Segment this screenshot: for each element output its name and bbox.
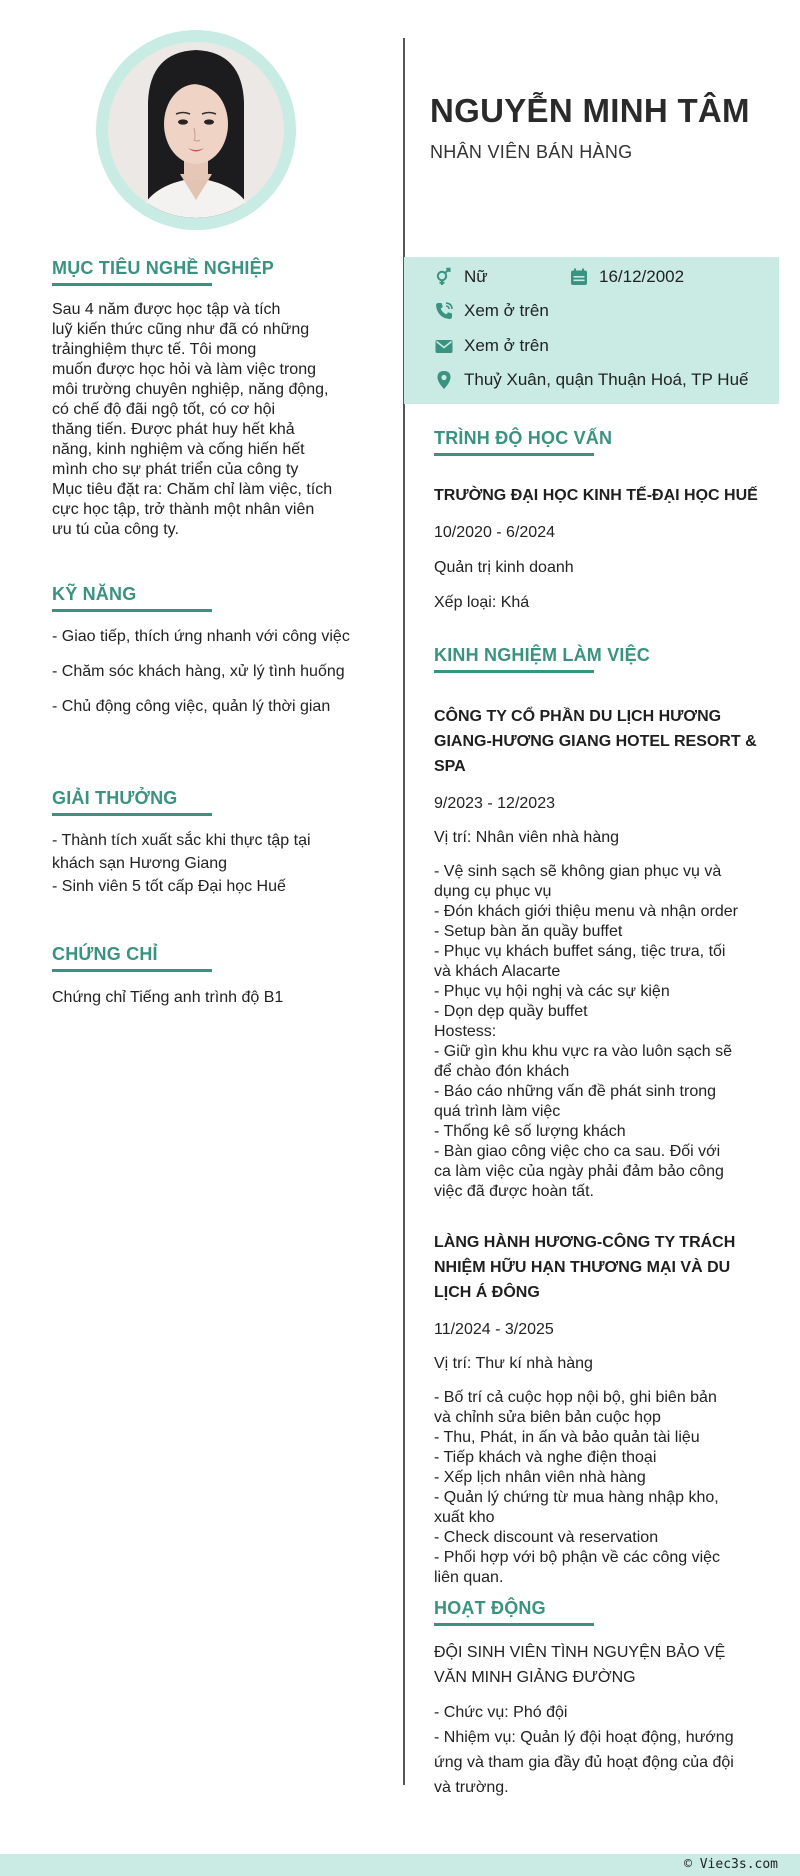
- email-value[interactable]: Xem ở trên: [464, 336, 549, 355]
- section-underline: [52, 609, 212, 612]
- education-title: TRÌNH ĐỘ HỌC VẤN: [434, 428, 613, 448]
- section-underline: [434, 1623, 594, 1626]
- map-pin-icon: [434, 370, 454, 390]
- job-entry: [434, 1230, 764, 1588]
- job-company: CÔNG TY CỔ PHẦN DU LỊCH HƯƠNG GIANG-HƯƠNG GIANG HOTEL RESORT & SPA: [434, 708, 757, 775]
- job-role: Vị trí: Nhân viên nhà hàng: [434, 829, 620, 846]
- job-duties: - Bố trí cả cuộc họp nội bộ, ghi biên bản và chỉnh sửa biên bản cuộc họp - Thu, Phát, in ấn và bảo quản tài liệu - Tiếp khách và nghe điện thoại - Xếp lịch nhân viên nhà hàng - Quản lý chứng từ mua hàng nhập kho, xuất kho - Check discount và reservation - Phối hợp với bộ phận về các công việc liên quan.: [434, 1389, 721, 1586]
- job-role: Vị trí: Thư kí nhà hàng: [434, 1355, 593, 1372]
- skill-item: - Chăm sóc khách hàng, xử lý tình huống: [52, 663, 345, 680]
- school-name: TRƯỜNG ĐẠI HỌC KINH TẾ-ĐẠI HỌC HUẾ: [434, 487, 758, 504]
- avatar: [108, 42, 284, 218]
- section-underline: [52, 813, 212, 816]
- skill-item: - Chủ động công việc, quản lý thời gian: [52, 698, 331, 715]
- awards-title: GIẢI THƯỞNG: [52, 788, 178, 808]
- experience-section: [434, 643, 764, 1588]
- education-period: 10/2020 - 6/2024: [434, 524, 555, 541]
- portrait-photo: [108, 42, 284, 218]
- experience-title: KINH NGHIỆM LÀM VIỆC: [434, 645, 651, 665]
- job-company: LÀNG HÀNH HƯƠNG-CÔNG TY TRÁCH NHIỆM HỮU HẠN THƯƠNG MẠI VÀ DU LỊCH Á ĐÔNG: [434, 1234, 736, 1301]
- section-underline: [434, 670, 594, 673]
- activities-title: HOẠT ĐỘNG: [434, 1598, 546, 1618]
- skills-title: KỸ NĂNG: [52, 584, 137, 604]
- section-underline: [52, 969, 212, 972]
- activity-organization: ĐỘI SINH VIÊN TÌNH NGUYỆN BẢO VỆ VĂN MINH GIẢNG ĐƯỜNG: [434, 1644, 726, 1686]
- contact-birthday: [569, 267, 684, 287]
- phone-icon: [434, 301, 454, 321]
- award-item: - Sinh viên 5 tốt cấp Đại học Huế: [52, 878, 286, 895]
- avatar-frame: [96, 30, 296, 230]
- job-period: 9/2023 - 12/2023: [434, 795, 555, 812]
- contact-phone: [434, 301, 549, 321]
- awards-section: [52, 786, 354, 898]
- address-value: Thuỷ Xuân, quận Thuận Hoá, TP Huế: [464, 370, 749, 389]
- watermark: © Viec3s.com: [684, 1857, 778, 1872]
- envelope-icon: [434, 336, 454, 356]
- birthday-value: 16/12/2002: [599, 267, 685, 286]
- skills-section: [52, 582, 354, 719]
- job-duties: - Vệ sinh sạch sẽ không gian phục vụ và dụng cụ phục vụ - Đón khách giới thiệu menu và nhận order - Setup bàn ăn quầy buffet - Phục vụ khách buffet sáng, tiệc trưa, tối và khách Alacarte - Phục vụ hội nghị và các sự kiện - Dọn dẹp quầy buffet Hostess: - Giữ gìn khu khu vực ra vào luôn sạch sẽ để chào đón khách - Báo cáo những vấn đề phát sinh trong quá trình làm việc - Thống kê số lượng khách - Bàn giao công việc cho ca sau. Đối với ca làm việc của ngày phải đảm bảo công việc đã được hoàn tất.: [434, 863, 738, 1200]
- activities-section: [434, 1596, 764, 1800]
- job-entry: [434, 704, 764, 1202]
- education-major: Quản trị kinh doanh: [434, 559, 574, 576]
- certificates-section: [52, 942, 354, 1009]
- job-period: 11/2024 - 3/2025: [434, 1321, 554, 1338]
- phone-value[interactable]: Xem ở trên: [464, 301, 549, 320]
- certificates-title: CHỨNG CHỈ: [52, 944, 158, 964]
- candidate-name: NGUYỄN MINH TÂM: [430, 92, 750, 129]
- section-underline: [434, 453, 594, 456]
- objective-section: [52, 256, 354, 540]
- education-section: [434, 426, 764, 613]
- gender-icon: [434, 267, 454, 287]
- contact-email: [434, 336, 549, 356]
- objective-title: MỤC TIÊU NGHỀ NGHIỆP: [52, 258, 275, 278]
- activity-details: - Chức vụ: Phó đội - Nhiệm vụ: Quản lý đội hoạt động, hướng ứng và tham gia đầy đủ hoạt động của đội và trường.: [434, 1704, 734, 1796]
- skill-item: - Giao tiếp, thích ứng nhanh với công việc: [52, 628, 350, 645]
- footer-bar: [0, 1854, 800, 1876]
- education-grade: Xếp loại: Khá: [434, 594, 530, 611]
- contact-gender: [434, 267, 488, 287]
- certificate-item: Chứng chỉ Tiếng anh trình độ B1: [52, 989, 284, 1006]
- contact-panel: [404, 257, 779, 404]
- award-item: - Thành tích xuất sắc khi thực tập tại khách sạn Hương Giang: [52, 832, 311, 872]
- gender-value: Nữ: [464, 267, 488, 286]
- section-underline: [52, 283, 212, 286]
- contact-address: [434, 370, 748, 390]
- objective-text: Sau 4 năm được học tập và tích luỹ kiến thức cũng như đã có những trảinghiệm thực tế. Tôi mong muốn được học hỏi và làm việc trong môi trường chuyên nghiệp, năng động, có chế độ đãi ngộ tốt, có cơ hội thăng tiến. Được phát huy hết khả năng, kinh nghiệm và cống hiến hết mình cho sự phát triển của công ty Mục tiêu đặt ra: Chăm chỉ làm việc, tích cực học tập, trở thành một nhân viên ưu tú của công ty.: [52, 301, 333, 538]
- calendar-icon: [569, 267, 589, 287]
- candidate-position: NHÂN VIÊN BÁN HÀNG: [430, 142, 633, 162]
